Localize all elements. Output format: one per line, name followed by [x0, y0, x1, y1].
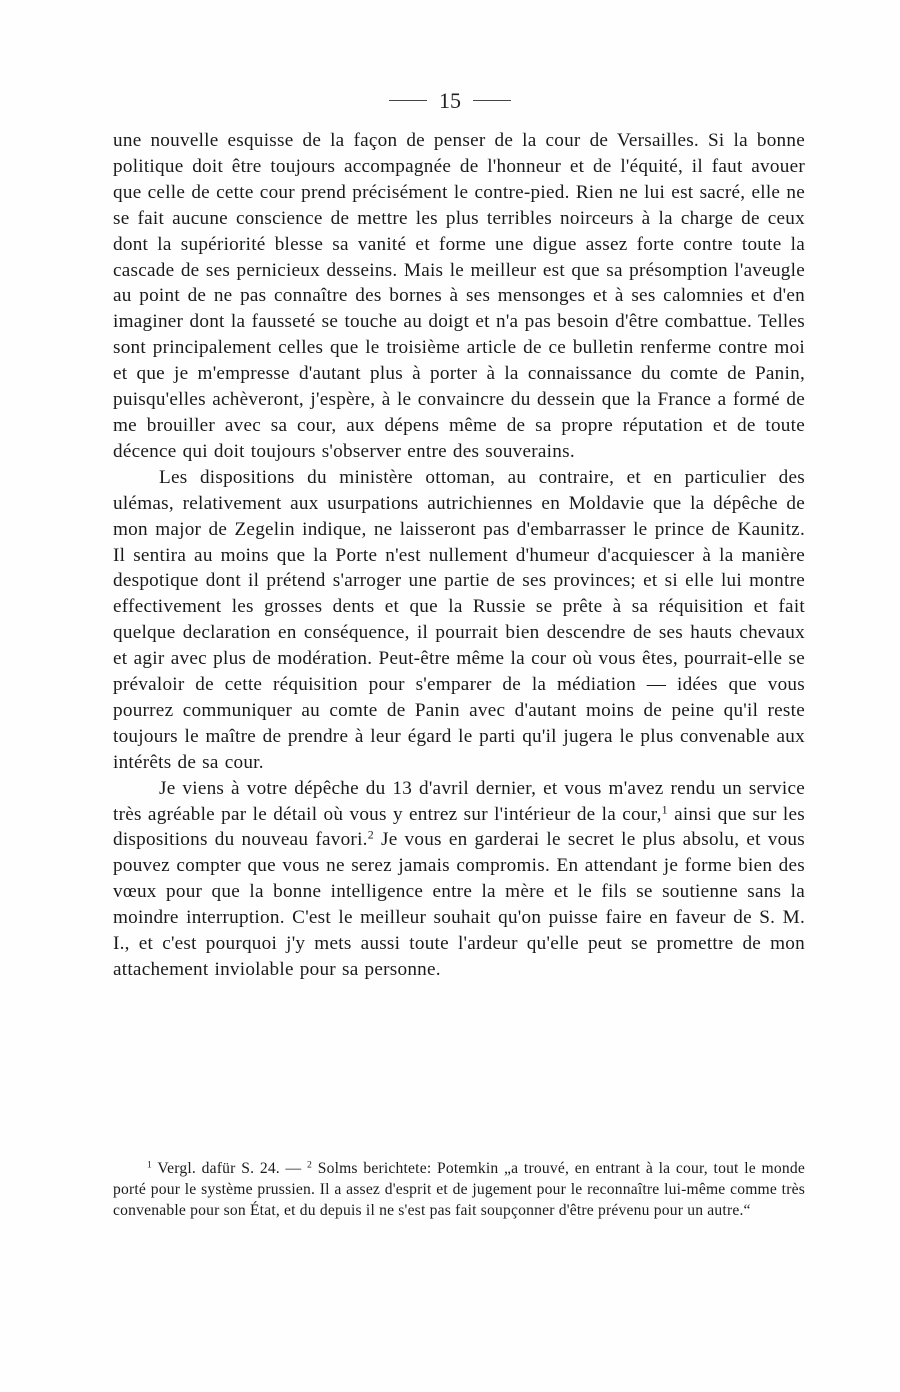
paragraph-3-part-3: Je vous en garderai le secret le plus absolu, et vous pouvez compter que vous ne serez jamais compromis. En attendant je forme bien des vœux pour que la bonne intelligence entre la mère et le fils se soutienne sans la moindre interruption. C'est le meilleur souhait qu'on puisse faire en faveur de S. M. I., et c'est pourquoi j'y mets aussi toute l'ardeur qu'elle peut se promettre de mon attachement inviolable pour sa personne. [113, 829, 805, 980]
page-number-dash-left [389, 100, 427, 101]
footnote-mark-1: 1 [147, 1159, 153, 1171]
paragraph-3-part-2: ainsi que sur les dispositions du nouveau favori. [113, 803, 805, 851]
footnote-ref-2: 2 [367, 827, 374, 842]
page-number [0, 88, 900, 114]
paragraph-3-part-1: Je viens à votre dépêche du 13 d'avril dernier, et vous m'avez rendu un service très agréable par le détail où vous y entrez sur l'intérieur de la cour, [113, 777, 805, 825]
footnote-2-text: Solms berichtete: Potemkin „a trouvé, en entrant à la cour, tout le monde porté pour le système prussien. Il a assez d'esprit et de jugement pour le reconnaître lui-même comme très convenable pour son État, et du depuis il ne s'est pas fait soupçonner d'être prévenu pour un autre.“ [113, 1160, 805, 1219]
main-text [113, 128, 805, 983]
paragraph-2: Les dispositions du ministère ottoman, au contraire, et en particulier des ulémas, relativement aux usurpations autrichiennes en Moldavie que la dépêche de mon major de Zegelin indique, ne laisseront pas d'embarrasser le prince de Kaunitz. Il sentira au moins que la Porte n'est nullement d'humeur d'acquiescer à la manière despotique dont il prétend s'arroger une partie de ses provinces; et si elle lui montre effectivement les grosses dents et que la Russie se prête à sa réquisition et fait quelque declaration en conséquence, il pourrait bien descendre de ses hauts chevaux et agir avec plus de modération. Peut-être même la cour où vous êtes, pourrait-elle se prévaloir de cette réquisition pour s'emparer de la médiation — idées que vous pourrez communiquer au comte de Panin avec d'autant moins de peine qu'il reste toujours le maître de prendre à leur égard le parti qu'il jugera le plus convenable aux intérêts de sa cour. [113, 466, 805, 773]
footnote-mark-2: 2 [307, 1159, 313, 1171]
page-number-dash-right [473, 100, 511, 101]
footnotes [113, 1158, 805, 1221]
paragraph-1: une nouvelle esquisse de la façon de penser de la cour de Versailles. Si la bonne politique doit être toujours accompagnée de l'honneur et de l'équité, il faut avouer que celle de cette cour prend précisément le contre-pied. Rien ne lui est sacré, elle ne se fait aucune conscience de mettre les plus terribles noirceurs à la charge de ceux dont la supériorité blesse sa vanité et forme une digue assez forte contre toute la cascade de ses pernicieux desseins. Mais le meilleur est que sa présomption l'aveugle au point de ne pas connaître des bornes à ses mensonges et à ses calomnies et d'en imaginer dont la fausseté se touche au doigt et n'a pas besoin d'être combattue. Telles sont principalement celles que le troisième article de ce bulletin renferme contre moi et que je m'empresse d'autant plus à porter à la connaissance du comte de Panin, puisqu'elles achèveront, j'espère, à le convaincre du dessein que la France a formé de me brouiller avec sa cour, aux dépens même de sa propre réputation et de toute décence qui doit toujours s'observer entre des souverains. [113, 130, 805, 462]
footnote-ref-1: 1 [661, 802, 668, 817]
page-number-text: 15 [439, 88, 461, 113]
paragraph-3 [113, 776, 805, 983]
footnote-text [113, 1158, 805, 1221]
footnote-1-text: Vergl. dafür S. 24. — [152, 1160, 308, 1177]
